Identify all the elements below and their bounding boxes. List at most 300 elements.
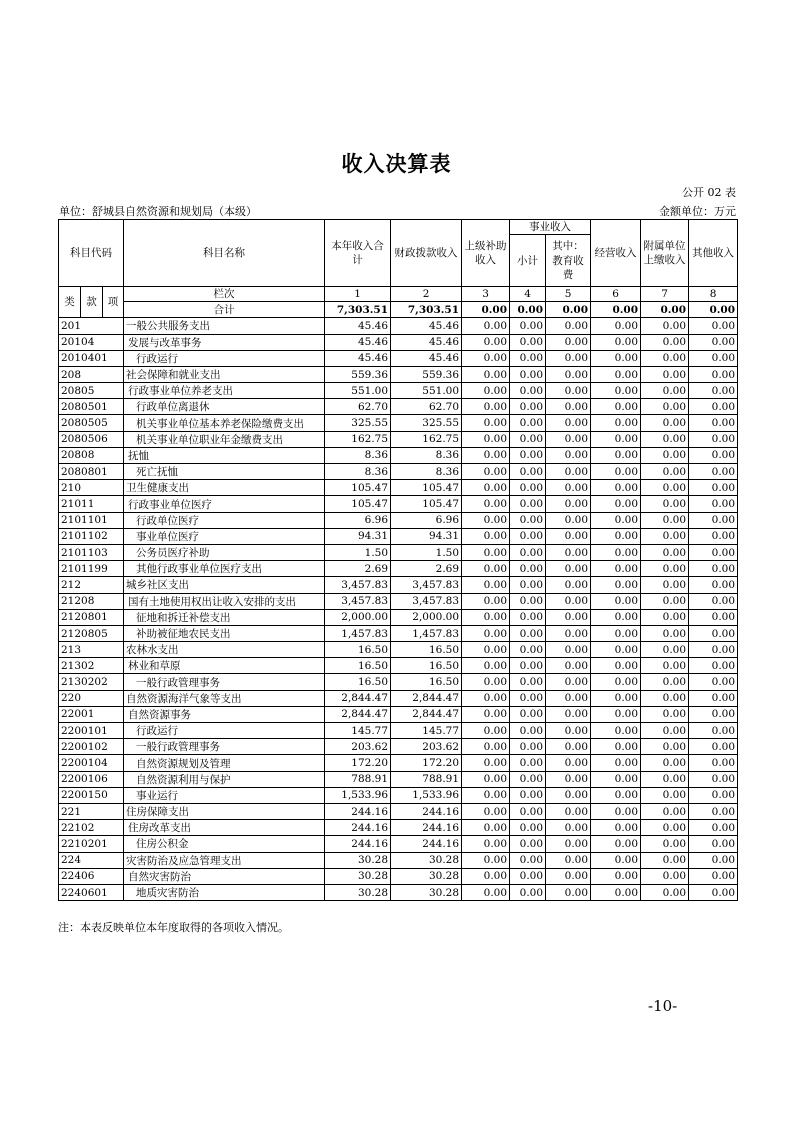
row-name: 自然资源海洋气象等支出 <box>124 690 325 706</box>
row-total: 45.46 <box>325 350 391 366</box>
row-name: 一般行政管理事务 <box>124 674 325 690</box>
row-fiscal: 45.46 <box>391 334 462 350</box>
row-code: 22406 <box>59 868 124 884</box>
row-total: 30.28 <box>325 852 391 868</box>
total-value: 0.00 <box>591 302 641 318</box>
row-zero: 0.00 <box>546 755 591 771</box>
row-fiscal: 105.47 <box>391 480 462 496</box>
row-total: 162.75 <box>325 431 391 447</box>
row-zero: 0.00 <box>546 318 591 334</box>
row-name: 农林水支出 <box>124 642 325 658</box>
table-row <box>59 464 738 480</box>
row-zero: 0.00 <box>510 642 546 658</box>
row-zero: 0.00 <box>510 593 546 609</box>
row-zero: 0.00 <box>641 350 689 366</box>
table-row <box>59 528 738 544</box>
row-zero: 0.00 <box>510 577 546 593</box>
row-zero: 0.00 <box>641 739 689 755</box>
row-zero: 0.00 <box>591 318 641 334</box>
row-zero: 0.00 <box>591 577 641 593</box>
row-total: 45.46 <box>325 334 391 350</box>
row-zero: 0.00 <box>546 447 591 463</box>
header-kuan: 款 <box>81 287 103 318</box>
row-name: 住房改革支出 <box>124 820 325 836</box>
row-name: 公务员医疗补助 <box>124 544 325 560</box>
table-row <box>59 544 738 560</box>
row-zero: 0.00 <box>641 431 689 447</box>
row-code: 2200150 <box>59 787 124 803</box>
row-zero: 0.00 <box>689 496 738 512</box>
row-fiscal: 244.16 <box>391 836 462 852</box>
row-zero: 0.00 <box>510 609 546 625</box>
table-row <box>59 658 738 674</box>
row-zero: 0.00 <box>641 464 689 480</box>
row-code: 201 <box>59 318 124 334</box>
row-code: 2101101 <box>59 512 124 528</box>
row-zero: 0.00 <box>641 690 689 706</box>
header-affiliated: 附属单位上缴收入 <box>641 220 689 287</box>
row-zero: 0.00 <box>546 674 591 690</box>
col-number: 1 <box>325 287 391 302</box>
row-zero: 0.00 <box>689 464 738 480</box>
row-zero: 0.00 <box>462 803 510 819</box>
total-value: 7,303.51 <box>325 302 391 318</box>
table-row <box>59 399 738 415</box>
row-zero: 0.00 <box>462 577 510 593</box>
row-zero: 0.00 <box>546 706 591 722</box>
row-fiscal: 2.69 <box>391 561 462 577</box>
row-fiscal: 45.46 <box>391 350 462 366</box>
row-name: 行政单位医疗 <box>124 512 325 528</box>
row-zero: 0.00 <box>689 480 738 496</box>
row-zero: 0.00 <box>546 609 591 625</box>
header-subject-name: 科目名称 <box>124 220 325 287</box>
table-row <box>59 803 738 819</box>
row-code: 224 <box>59 852 124 868</box>
row-zero: 0.00 <box>546 464 591 480</box>
row-zero: 0.00 <box>689 884 738 900</box>
row-zero: 0.00 <box>510 528 546 544</box>
row-fiscal: 172.20 <box>391 755 462 771</box>
table-row <box>59 852 738 868</box>
total-value: 0.00 <box>462 302 510 318</box>
row-total: 1.50 <box>325 544 391 560</box>
row-name: 国有土地使用权出让收入安排的支出 <box>124 593 325 609</box>
row-fiscal: 8.36 <box>391 447 462 463</box>
table-row <box>59 366 738 382</box>
row-zero: 0.00 <box>462 528 510 544</box>
row-zero: 0.00 <box>689 787 738 803</box>
row-name: 机关事业单位职业年金缴费支出 <box>124 431 325 447</box>
row-name: 城乡社区支出 <box>124 577 325 593</box>
row-zero: 0.00 <box>510 480 546 496</box>
total-row <box>59 302 738 318</box>
row-zero: 0.00 <box>510 658 546 674</box>
row-total: 62.70 <box>325 399 391 415</box>
row-zero: 0.00 <box>510 820 546 836</box>
row-zero: 0.00 <box>689 755 738 771</box>
row-code: 2080506 <box>59 431 124 447</box>
row-zero: 0.00 <box>591 431 641 447</box>
row-name: 行政运行 <box>124 723 325 739</box>
form-number: 公开 02 表 <box>682 186 736 199</box>
row-zero: 0.00 <box>462 787 510 803</box>
col-number: 7 <box>641 287 689 302</box>
row-code: 2101103 <box>59 544 124 560</box>
row-zero: 0.00 <box>462 415 510 431</box>
row-zero: 0.00 <box>591 366 641 382</box>
row-fiscal: 62.70 <box>391 399 462 415</box>
table-body <box>59 318 738 901</box>
row-zero: 0.00 <box>462 723 510 739</box>
table-row <box>59 447 738 463</box>
row-zero: 0.00 <box>546 528 591 544</box>
row-zero: 0.00 <box>591 399 641 415</box>
table-row <box>59 755 738 771</box>
col-number: 5 <box>546 287 591 302</box>
row-code: 212 <box>59 577 124 593</box>
row-code: 210 <box>59 480 124 496</box>
row-fiscal: 105.47 <box>391 496 462 512</box>
row-fiscal: 2,000.00 <box>391 609 462 625</box>
table-row <box>59 723 738 739</box>
table-row <box>59 674 738 690</box>
row-code: 2080505 <box>59 415 124 431</box>
row-zero: 0.00 <box>510 399 546 415</box>
row-zero: 0.00 <box>689 820 738 836</box>
row-zero: 0.00 <box>546 561 591 577</box>
footnote: 注：本表反映单位本年度取得的各项收入情况。 <box>58 921 289 934</box>
income-table <box>58 219 738 901</box>
header-annual-total: 本年收入合计 <box>325 220 391 287</box>
row-fiscal: 94.31 <box>391 528 462 544</box>
row-zero: 0.00 <box>591 415 641 431</box>
row-fiscal: 2,844.47 <box>391 706 462 722</box>
row-zero: 0.00 <box>546 366 591 382</box>
row-zero: 0.00 <box>462 334 510 350</box>
row-zero: 0.00 <box>510 690 546 706</box>
row-zero: 0.00 <box>462 755 510 771</box>
row-zero: 0.00 <box>462 561 510 577</box>
row-name: 行政单位离退休 <box>124 399 325 415</box>
row-total: 203.62 <box>325 739 391 755</box>
row-code: 2101199 <box>59 561 124 577</box>
row-code: 2080801 <box>59 464 124 480</box>
col-number: 6 <box>591 287 641 302</box>
table-row <box>59 884 738 900</box>
row-name: 死亡抚恤 <box>124 464 325 480</box>
table-row <box>59 415 738 431</box>
row-zero: 0.00 <box>689 642 738 658</box>
row-zero: 0.00 <box>689 771 738 787</box>
table-row <box>59 480 738 496</box>
row-zero: 0.00 <box>591 609 641 625</box>
row-name: 行政事业单位养老支出 <box>124 383 325 399</box>
row-zero: 0.00 <box>546 625 591 641</box>
row-name: 事业运行 <box>124 787 325 803</box>
row-total: 8.36 <box>325 464 391 480</box>
row-code: 2120805 <box>59 625 124 641</box>
row-zero: 0.00 <box>641 593 689 609</box>
row-zero: 0.00 <box>591 690 641 706</box>
table-row <box>59 642 738 658</box>
row-zero: 0.00 <box>510 787 546 803</box>
row-zero: 0.00 <box>510 868 546 884</box>
row-total: 45.46 <box>325 318 391 334</box>
row-name: 自然资源规划及管理 <box>124 755 325 771</box>
row-zero: 0.00 <box>641 706 689 722</box>
row-zero: 0.00 <box>591 512 641 528</box>
row-zero: 0.00 <box>591 852 641 868</box>
table-row <box>59 739 738 755</box>
row-zero: 0.00 <box>462 350 510 366</box>
row-code: 20808 <box>59 447 124 463</box>
row-zero: 0.00 <box>462 658 510 674</box>
row-total: 2,844.47 <box>325 690 391 706</box>
row-zero: 0.00 <box>510 852 546 868</box>
row-name: 一般公共服务支出 <box>124 318 325 334</box>
row-fiscal: 3,457.83 <box>391 577 462 593</box>
table-row <box>59 431 738 447</box>
row-zero: 0.00 <box>591 528 641 544</box>
row-zero: 0.00 <box>641 674 689 690</box>
row-zero: 0.00 <box>641 366 689 382</box>
row-zero: 0.00 <box>641 803 689 819</box>
row-zero: 0.00 <box>546 820 591 836</box>
row-zero: 0.00 <box>546 658 591 674</box>
row-zero: 0.00 <box>641 577 689 593</box>
row-total: 94.31 <box>325 528 391 544</box>
row-zero: 0.00 <box>462 642 510 658</box>
table-row <box>59 561 738 577</box>
row-name: 灾害防治及应急管理支出 <box>124 852 325 868</box>
table-row <box>59 787 738 803</box>
row-zero: 0.00 <box>591 723 641 739</box>
row-zero: 0.00 <box>591 642 641 658</box>
table-row <box>59 868 738 884</box>
row-total: 1,533.96 <box>325 787 391 803</box>
row-zero: 0.00 <box>689 593 738 609</box>
row-zero: 0.00 <box>510 383 546 399</box>
row-zero: 0.00 <box>546 480 591 496</box>
row-zero: 0.00 <box>510 334 546 350</box>
page-number: -10- <box>648 997 678 1015</box>
row-zero: 0.00 <box>689 334 738 350</box>
row-zero: 0.00 <box>689 658 738 674</box>
row-zero: 0.00 <box>689 561 738 577</box>
row-zero: 0.00 <box>689 318 738 334</box>
row-zero: 0.00 <box>462 884 510 900</box>
row-zero: 0.00 <box>641 755 689 771</box>
row-zero: 0.00 <box>641 544 689 560</box>
col-number: 2 <box>391 287 462 302</box>
row-zero: 0.00 <box>462 593 510 609</box>
row-zero: 0.00 <box>641 480 689 496</box>
row-code: 22001 <box>59 706 124 722</box>
row-zero: 0.00 <box>641 447 689 463</box>
row-code: 208 <box>59 366 124 382</box>
row-zero: 0.00 <box>510 706 546 722</box>
row-zero: 0.00 <box>641 561 689 577</box>
table-row <box>59 496 738 512</box>
total-value: 0.00 <box>689 302 738 318</box>
row-zero: 0.00 <box>689 625 738 641</box>
table-row <box>59 577 738 593</box>
row-zero: 0.00 <box>546 739 591 755</box>
row-zero: 0.00 <box>641 318 689 334</box>
row-zero: 0.00 <box>591 787 641 803</box>
row-name: 自然资源利用与保护 <box>124 771 325 787</box>
row-zero: 0.00 <box>591 334 641 350</box>
row-zero: 0.00 <box>546 383 591 399</box>
row-zero: 0.00 <box>591 350 641 366</box>
row-code: 2120801 <box>59 609 124 625</box>
row-zero: 0.00 <box>591 383 641 399</box>
row-zero: 0.00 <box>591 593 641 609</box>
row-name: 林业和草原 <box>124 658 325 674</box>
row-code: 21302 <box>59 658 124 674</box>
row-zero: 0.00 <box>641 609 689 625</box>
row-code: 2200101 <box>59 723 124 739</box>
table-row <box>59 334 738 350</box>
amount-unit-label: 金额单位：万元 <box>659 205 736 218</box>
row-code: 2240601 <box>59 884 124 900</box>
row-zero: 0.00 <box>641 625 689 641</box>
row-zero: 0.00 <box>641 787 689 803</box>
table-row <box>59 771 738 787</box>
row-fiscal: 8.36 <box>391 464 462 480</box>
row-fiscal: 16.50 <box>391 674 462 690</box>
row-fiscal: 244.16 <box>391 820 462 836</box>
table-row <box>59 318 738 334</box>
row-code: 220 <box>59 690 124 706</box>
row-name: 一般行政管理事务 <box>124 739 325 755</box>
row-zero: 0.00 <box>510 544 546 560</box>
table-row <box>59 625 738 641</box>
row-total: 559.36 <box>325 366 391 382</box>
row-zero: 0.00 <box>689 674 738 690</box>
row-zero: 0.00 <box>641 820 689 836</box>
header-operating: 经营收入 <box>591 220 641 287</box>
row-fiscal: 16.50 <box>391 658 462 674</box>
row-fiscal: 788.91 <box>391 771 462 787</box>
row-code: 2010401 <box>59 350 124 366</box>
table-row <box>59 690 738 706</box>
row-zero: 0.00 <box>546 334 591 350</box>
row-name: 抚恤 <box>124 447 325 463</box>
row-zero: 0.00 <box>591 884 641 900</box>
col-number: 4 <box>510 287 546 302</box>
table-row <box>59 512 738 528</box>
row-zero: 0.00 <box>689 577 738 593</box>
row-zero: 0.00 <box>591 803 641 819</box>
row-zero: 0.00 <box>641 771 689 787</box>
row-zero: 0.00 <box>641 852 689 868</box>
row-name: 住房公积金 <box>124 836 325 852</box>
page-title: 收入决算表 <box>341 152 452 176</box>
row-zero: 0.00 <box>591 706 641 722</box>
row-total: 16.50 <box>325 642 391 658</box>
row-zero: 0.00 <box>546 544 591 560</box>
row-zero: 0.00 <box>591 496 641 512</box>
header-subject-code: 科目代码 <box>59 220 124 287</box>
row-zero: 0.00 <box>510 674 546 690</box>
row-zero: 0.00 <box>546 836 591 852</box>
row-zero: 0.00 <box>462 383 510 399</box>
row-zero: 0.00 <box>546 690 591 706</box>
row-zero: 0.00 <box>462 464 510 480</box>
row-fiscal: 551.00 <box>391 383 462 399</box>
row-total: 244.16 <box>325 820 391 836</box>
row-zero: 0.00 <box>689 739 738 755</box>
row-zero: 0.00 <box>510 739 546 755</box>
row-zero: 0.00 <box>546 642 591 658</box>
row-zero: 0.00 <box>510 366 546 382</box>
row-fiscal: 30.28 <box>391 884 462 900</box>
row-name: 事业单位医疗 <box>124 528 325 544</box>
row-name: 行政事业单位医疗 <box>124 496 325 512</box>
row-zero: 0.00 <box>591 820 641 836</box>
row-zero: 0.00 <box>689 399 738 415</box>
row-fiscal: 1,457.83 <box>391 625 462 641</box>
row-zero: 0.00 <box>641 642 689 658</box>
table-row <box>59 383 738 399</box>
row-zero: 0.00 <box>510 496 546 512</box>
row-zero: 0.00 <box>641 868 689 884</box>
row-zero: 0.00 <box>689 836 738 852</box>
row-fiscal: 203.62 <box>391 739 462 755</box>
row-zero: 0.00 <box>510 561 546 577</box>
row-zero: 0.00 <box>591 674 641 690</box>
header-lei: 类 <box>59 287 81 318</box>
row-zero: 0.00 <box>462 318 510 334</box>
row-name: 补助被征地农民支出 <box>124 625 325 641</box>
row-zero: 0.00 <box>462 739 510 755</box>
row-zero: 0.00 <box>641 496 689 512</box>
table-row <box>59 609 738 625</box>
row-name: 卫生健康支出 <box>124 480 325 496</box>
header-upper-subsidy: 上级补助收入 <box>462 220 510 287</box>
row-name: 住房保障支出 <box>124 803 325 819</box>
row-zero: 0.00 <box>546 884 591 900</box>
row-zero: 0.00 <box>462 447 510 463</box>
row-zero: 0.00 <box>689 868 738 884</box>
row-zero: 0.00 <box>462 625 510 641</box>
row-total: 2,844.47 <box>325 706 391 722</box>
table-row <box>59 836 738 852</box>
row-zero: 0.00 <box>689 528 738 544</box>
row-zero: 0.00 <box>689 350 738 366</box>
row-name: 自然灾害防治 <box>124 868 325 884</box>
row-zero: 0.00 <box>689 706 738 722</box>
row-total: 2.69 <box>325 561 391 577</box>
col-number: 3 <box>462 287 510 302</box>
row-zero: 0.00 <box>641 383 689 399</box>
row-zero: 0.00 <box>510 415 546 431</box>
row-fiscal: 325.55 <box>391 415 462 431</box>
row-zero: 0.00 <box>510 431 546 447</box>
row-zero: 0.00 <box>462 431 510 447</box>
row-zero: 0.00 <box>546 868 591 884</box>
row-zero: 0.00 <box>689 366 738 382</box>
row-zero: 0.00 <box>510 625 546 641</box>
row-zero: 0.00 <box>546 723 591 739</box>
row-zero: 0.00 <box>591 771 641 787</box>
row-zero: 0.00 <box>689 447 738 463</box>
row-total: 105.47 <box>325 496 391 512</box>
row-zero: 0.00 <box>689 544 738 560</box>
row-fiscal: 244.16 <box>391 803 462 819</box>
